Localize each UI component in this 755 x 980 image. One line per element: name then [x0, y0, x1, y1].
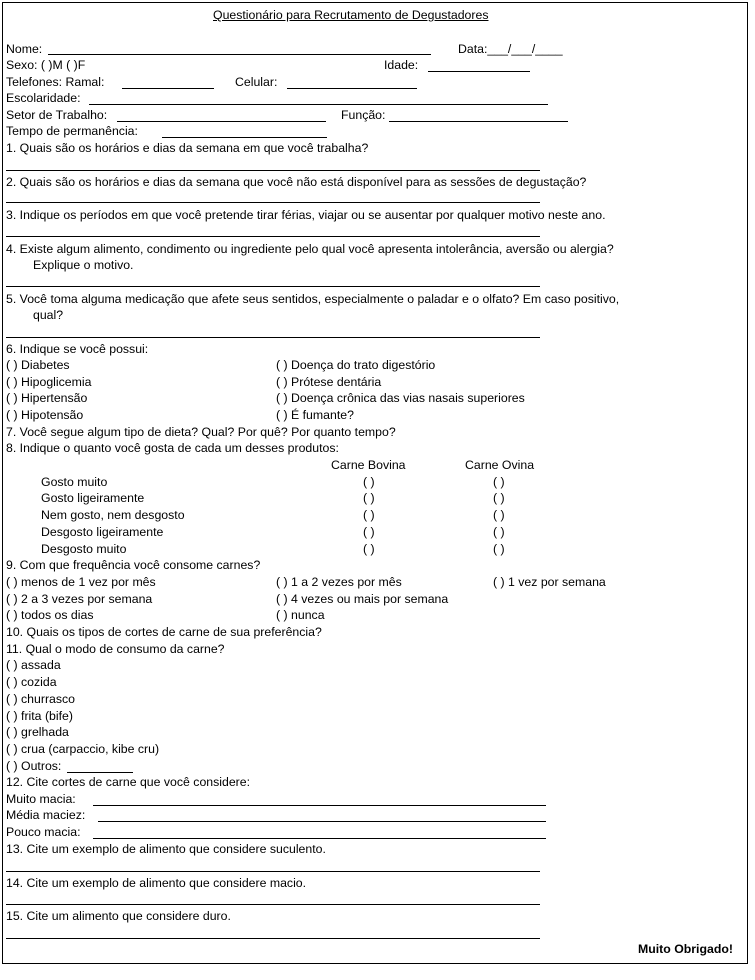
setor-label: Setor de Trabalho: [6, 108, 108, 122]
question-9: 9. Com que frequência você consome carnes? [6, 558, 261, 572]
q8-checkbox-bovina[interactable]: ( ) [363, 508, 375, 522]
form-title: Questionário para Recrutamento de Degustadores [213, 8, 489, 22]
q9-option[interactable]: ( ) nunca [276, 608, 325, 622]
tempo-line[interactable] [162, 137, 327, 138]
q9-option[interactable]: ( ) menos de 1 vez por mês [6, 575, 156, 589]
q12-line[interactable] [93, 805, 546, 806]
question-1: 1. Quais são os horários e dias da semana em que você trabalha? [6, 141, 369, 155]
q6-option[interactable]: ( ) Hipoglicemia [6, 375, 92, 389]
idade-label: Idade: [384, 58, 419, 72]
q6-option[interactable]: ( ) Doença crônica das vias nasais superiores [276, 391, 525, 405]
q8-checkbox-ovina[interactable]: ( ) [493, 475, 505, 489]
q8-col-ovina: Carne Ovina [465, 458, 535, 472]
question-11: 11. Qual o modo de consumo da carne? [6, 642, 225, 656]
thanks-text: Muito Obrigado! [638, 942, 733, 956]
q11-option[interactable]: ( ) assada [6, 658, 61, 672]
q6-option[interactable]: ( ) Hipertensão [6, 391, 88, 405]
q8-checkbox-ovina[interactable]: ( ) [493, 508, 505, 522]
q8-checkbox-ovina[interactable]: ( ) [493, 491, 505, 505]
q9-option[interactable]: ( ) todos os dias [6, 608, 94, 622]
q8-checkbox-bovina[interactable]: ( ) [363, 525, 375, 539]
q9-option[interactable]: ( ) 2 a 3 vezes por semana [6, 592, 153, 606]
sexo-label: Sexo: ( )M ( )F [6, 58, 86, 72]
question-14: 14. Cite um exemplo de alimento que considere macio. [6, 876, 307, 890]
q11-option[interactable]: ( ) cozida [6, 675, 57, 689]
setor-line[interactable] [117, 121, 326, 122]
escolaridade-label: Escolaridade: [6, 91, 81, 105]
q6-option[interactable]: ( ) É fumante? [276, 408, 354, 422]
answer-line-4[interactable] [6, 286, 540, 287]
q12-label: Média maciez: [6, 808, 86, 822]
answer-line-3[interactable] [6, 236, 540, 237]
q8-checkbox-ovina[interactable]: ( ) [493, 542, 505, 556]
tempo-label: Tempo de permanência: [6, 124, 138, 138]
q8-checkbox-bovina[interactable]: ( ) [363, 475, 375, 489]
question-3: 3. Indique os períodos em que você pretende tirar férias, viajar ou se ausentar por qualquer motivo neste ano. [6, 208, 606, 222]
q8-row-label: Gosto muito [41, 475, 108, 489]
answer-line-5[interactable] [6, 337, 540, 338]
nome-line[interactable] [48, 54, 431, 55]
question-8: 8. Indique o quanto você gosta de cada um desses produtos: [6, 441, 339, 455]
question-10: 10. Quais os tipos de cortes de carne de sua preferência? [6, 625, 322, 639]
q6-option[interactable]: ( ) Hipotensão [6, 408, 84, 422]
q8-row-label: Desgosto muito [41, 542, 127, 556]
answer-line-2[interactable] [6, 202, 540, 203]
q8-checkbox-ovina[interactable]: ( ) [493, 525, 505, 539]
q12-label: Muito macia: [6, 792, 76, 806]
q6-option[interactable]: ( ) Prótese dentária [276, 375, 382, 389]
funcao-line[interactable] [389, 121, 568, 122]
nome-label: Nome: [6, 42, 43, 56]
q9-option[interactable]: ( ) 1 a 2 vezes por mês [276, 575, 402, 589]
celular-label: Celular: [235, 75, 278, 89]
question-5: 5. Você toma alguma medicação que afete seus sentidos, especialmente o paladar e o olfato? Em caso positivo, [6, 292, 620, 306]
question-15: 15. Cite um alimento que considere duro. [6, 909, 231, 923]
answer-line-1[interactable] [6, 170, 540, 171]
question-7: 7. Você segue algum tipo de dieta? Qual? Por quê? Por quanto tempo? [6, 425, 396, 439]
answer-line-14[interactable] [6, 904, 540, 905]
question-6: 6. Indique se você possui: [6, 342, 149, 356]
idade-line[interactable] [428, 71, 530, 72]
celular-line[interactable] [287, 88, 417, 89]
q6-option[interactable]: ( ) Doença do trato digestório [276, 358, 436, 372]
ramal-line[interactable] [122, 88, 214, 89]
outros-line[interactable] [67, 772, 133, 773]
q11-option[interactable]: ( ) grelhada [6, 725, 69, 739]
data-label: Data:___/___/____ [458, 42, 563, 56]
funcao-label: Função: [341, 108, 386, 122]
q9-option[interactable]: ( ) 1 vez por semana [493, 575, 606, 589]
answer-line-13[interactable] [6, 871, 540, 872]
q8-checkbox-bovina[interactable]: ( ) [363, 542, 375, 556]
question-13: 13. Cite um exemplo de alimento que considere suculento. [6, 842, 326, 856]
answer-line-15[interactable] [6, 938, 540, 939]
q8-row-label: Nem gosto, nem desgosto [41, 508, 185, 522]
q11-option[interactable]: ( ) crua (carpaccio, kibe cru) [6, 742, 160, 756]
question-5-cont: qual? [33, 308, 64, 322]
q11-option[interactable]: ( ) churrasco [6, 692, 76, 706]
q8-row-label: Gosto ligeiramente [41, 491, 145, 505]
q9-option[interactable]: ( ) 4 vezes ou mais por semana [276, 592, 449, 606]
question-2: 2. Quais são os horários e dias da semana que você não está disponível para as sessões de degustação? [6, 175, 587, 189]
q11-option[interactable]: ( ) Outros: [6, 759, 62, 773]
question-4-cont: Explique o motivo. [33, 258, 134, 272]
q11-option[interactable]: ( ) frita (bife) [6, 709, 73, 723]
question-4: 4. Existe algum alimento, condimento ou ingrediente pelo qual você apresenta intolerância, aversão ou alergia? [6, 242, 614, 256]
escolaridade-line[interactable] [89, 104, 548, 105]
q12-line[interactable] [93, 838, 546, 839]
q12-label: Pouco macia: [6, 825, 81, 839]
question-12: 12. Cite cortes de carne que você considere: [6, 775, 251, 789]
q12-line[interactable] [98, 821, 546, 822]
q8-checkbox-bovina[interactable]: ( ) [363, 491, 375, 505]
q8-row-label: Desgosto ligeiramente [41, 525, 164, 539]
q8-col-bovina: Carne Bovina [331, 458, 406, 472]
telefones-label: Telefones: Ramal: [6, 75, 105, 89]
q6-option[interactable]: ( ) Diabetes [6, 358, 70, 372]
